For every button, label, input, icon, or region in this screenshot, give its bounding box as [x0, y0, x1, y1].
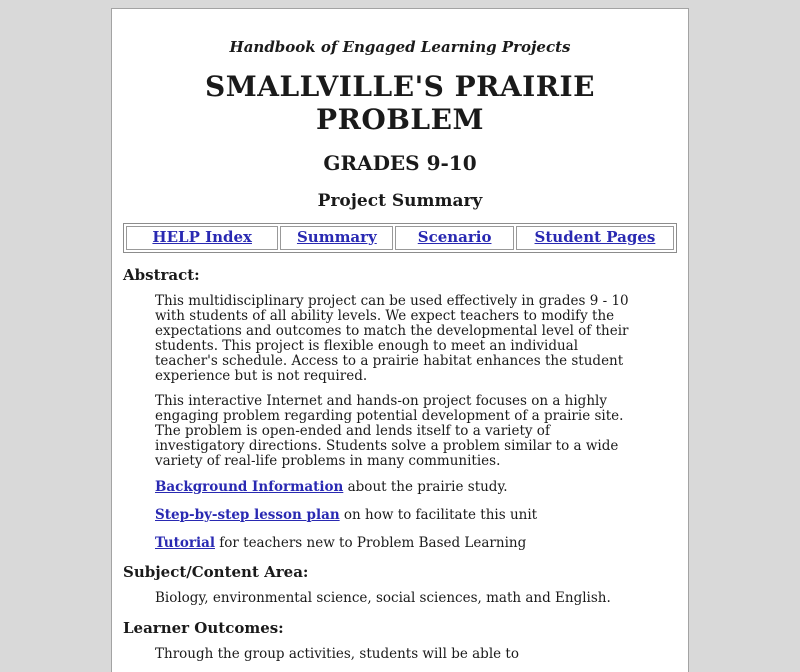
document-page	[111, 8, 689, 672]
nav-row	[126, 226, 674, 250]
background-information-line	[155, 479, 641, 495]
abstract-body	[155, 294, 641, 469]
tutorial-line	[155, 535, 641, 551]
subject-area-text: Biology, environmental science, social sciences, math and English.	[155, 590, 611, 606]
tutorial-text: for teachers new to Problem Based Learning	[214, 535, 527, 551]
background-information-text: about the prairie study.	[343, 479, 508, 495]
nav-cell-student-pages	[516, 226, 674, 250]
nav-cell-help-index	[126, 226, 278, 250]
series-title: Handbook of Engaged Learning Projects	[229, 38, 571, 56]
nav-cell-summary	[280, 226, 393, 250]
nav-link-summary[interactable]: Summary	[296, 228, 377, 246]
tutorial-link[interactable]: Tutorial	[155, 535, 215, 551]
nav-link-scenario[interactable]: Scenario	[417, 228, 492, 246]
lesson-plan-link[interactable]: Step-by-step lesson plan	[155, 507, 340, 523]
background-information-link[interactable]: Background Information	[155, 479, 344, 495]
page-title: SMALLVILLE'S PRAIRIE PROBLEM	[205, 70, 595, 136]
project-summary-heading: Project Summary	[317, 191, 483, 211]
abstract-paragraph-2: This interactive Internet and hands-on project focuses on a highly engaging problem regarding potential development of a prairie site. The problem is open-ended and lends itself to a variety of investigatory directions. Students solve a problem similar to a wide variety of real-life problems in many communities.	[155, 393, 624, 469]
nav-cell-scenario	[395, 226, 514, 250]
nav-table	[123, 223, 677, 253]
learner-outcomes-heading: Learner Outcomes:	[123, 619, 284, 637]
subject-area-heading: Subject/Content Area:	[123, 563, 309, 581]
lesson-plan-line	[155, 507, 641, 523]
abstract-paragraph-1: This multidisciplinary project can be used effectively in grades 9 - 10 with students of all ability levels. We expect teachers to modify the expectations and outcomes to match the developmental level of their students. This project is flexible enough to meet an individual teacher's schedule. Access to a prairie habitat enhances the student experience but is not required.	[155, 293, 629, 384]
learner-outcomes-intro: Through the group activities, students will be able to	[155, 646, 519, 662]
grades-heading: GRADES 9-10	[323, 151, 477, 175]
nav-link-student-pages[interactable]: Student Pages	[534, 228, 656, 246]
lesson-plan-text: on how to facilitate this unit	[339, 507, 538, 523]
nav-link-help-index[interactable]: HELP Index	[152, 228, 252, 246]
abstract-heading: Abstract:	[123, 266, 200, 284]
